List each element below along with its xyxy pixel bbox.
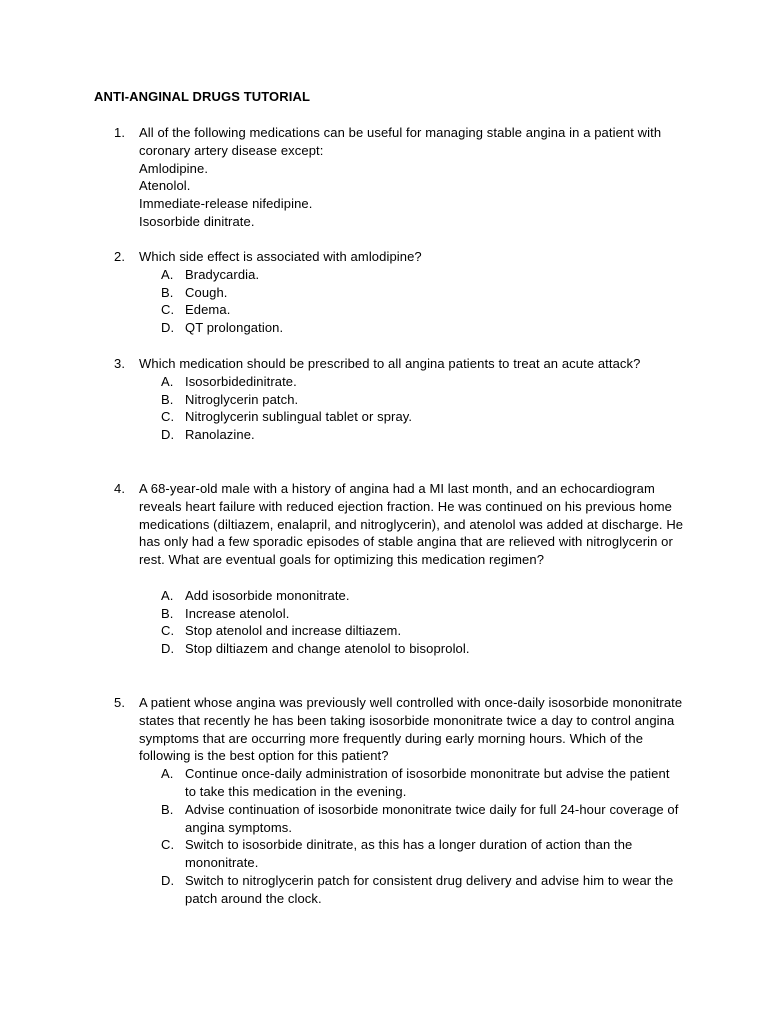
spacer: [114, 569, 684, 587]
option-text: Immediate-release nifedipine.: [139, 196, 313, 212]
option-c: [161, 408, 684, 426]
option-b: [161, 391, 684, 409]
option-text: Isosorbide dinitrate.: [139, 213, 255, 229]
option-letter: B.: [161, 605, 174, 621]
option-list: [161, 765, 684, 907]
option-text: Isosorbidedinitrate.: [185, 373, 297, 389]
question-number: 3.: [114, 356, 126, 371]
option-letter: A.: [161, 587, 174, 603]
question-text: Which side effect is associated with amlodipine?: [139, 249, 422, 264]
question-text: A 68-year-old male with a history of angina had a MI last month, and an echocardiogram reveals heart failure with reduced ejection fraction. He was continued on his previous home medications (diltiazem, enalapril, and nitroglycerin), and atenolol was added at discharge. He has only had a few sporadic episodes of stable angina that are relieved with nitroglycerin or rest. What are eventual goals for optimizing this medication regimen?: [139, 481, 684, 568]
option-list: [139, 160, 684, 231]
option-letter: D.: [161, 641, 175, 657]
option-letter: D.: [161, 320, 175, 336]
option-a: [161, 765, 684, 801]
question-text: Which medication should be prescribed to all angina patients to treat an acute attack?: [139, 356, 641, 371]
option-list: [161, 266, 684, 337]
option-letter: A.: [161, 266, 174, 282]
question-number: 5.: [114, 695, 126, 710]
option-b: [161, 801, 684, 837]
option-letter: B.: [161, 391, 174, 407]
question-2: [114, 248, 684, 337]
option-text: Edema.: [185, 302, 231, 318]
option-d: [161, 426, 684, 444]
question-number: 1.: [114, 125, 126, 140]
option-text: Nitroglycerin sublingual tablet or spray.: [185, 409, 413, 425]
option-d: [161, 640, 684, 658]
option-d: [161, 319, 684, 337]
question-5: [114, 694, 684, 908]
question-text: A patient whose angina was previously well controlled with once-daily isosorbide mononitrate states that recently he has been taking isosorbide mononitrate twice a day to control angina symptoms that are occurring more frequently during early morning hours. Which of the following is the best option for this patient?: [139, 695, 683, 764]
option-text: Nitroglycerin patch.: [185, 391, 299, 407]
option-c: [161, 836, 684, 872]
option-letter: D.: [161, 427, 175, 443]
option-text: Atenolol.: [139, 178, 191, 194]
question-number: 2.: [114, 249, 126, 264]
option-text: Continue once-daily administration of isosorbide mononitrate but advise the patient to take this medication in the evening.: [185, 766, 670, 799]
option-text: Add isosorbide mononitrate.: [185, 587, 350, 603]
option-list: [161, 587, 684, 658]
option-text: Cough.: [185, 284, 228, 300]
question-4: [114, 480, 684, 658]
option-text: Bradycardia.: [185, 266, 260, 282]
option-a: [161, 373, 684, 391]
question-text: All of the following medications can be useful for managing stable angina in a patient with coronary artery disease except:: [139, 125, 662, 158]
option-a: [161, 266, 684, 284]
option-letter: C.: [161, 837, 175, 853]
option-text: Stop atenolol and increase diltiazem.: [185, 623, 402, 639]
option-c: [161, 301, 684, 319]
option-text: Switch to isosorbide dinitrate, as this has a longer duration of action than the mononitrate.: [185, 837, 633, 871]
option-d: [161, 872, 684, 908]
option-a: [161, 587, 684, 605]
option-letter: C.: [161, 409, 175, 425]
option-text: Ranolazine.: [185, 427, 255, 443]
option-letter: A.: [161, 766, 174, 782]
option-list: [161, 373, 684, 444]
question-number: 4.: [114, 481, 126, 496]
option-text: Advise continuation of isosorbide mononitrate twice daily for full 24-hour coverage of angina symptoms.: [185, 801, 679, 835]
option-letter: B.: [161, 801, 174, 817]
option-letter: C.: [161, 302, 175, 318]
option-c: [161, 622, 684, 640]
option-letter: A.: [161, 373, 174, 389]
option-text: Stop diltiazem and change atenolol to bisoprolol.: [185, 641, 470, 657]
question-3: [114, 355, 684, 444]
option-letter: B.: [161, 284, 174, 300]
option-text: Switch to nitroglycerin patch for consistent drug delivery and advise him to wear the patch around the clock.: [185, 872, 674, 906]
document-title: ANTI-ANGINAL DRUGS TUTORIAL: [94, 89, 310, 104]
question-1: [114, 124, 684, 231]
option-text: Increase atenolol.: [185, 605, 290, 621]
option-text: QT prolongation.: [185, 320, 284, 336]
option-text: Amlodipine.: [139, 160, 209, 176]
option-letter: D.: [161, 872, 175, 888]
option-letter: C.: [161, 623, 175, 639]
option-b: [161, 605, 684, 623]
option-b: [161, 284, 684, 302]
